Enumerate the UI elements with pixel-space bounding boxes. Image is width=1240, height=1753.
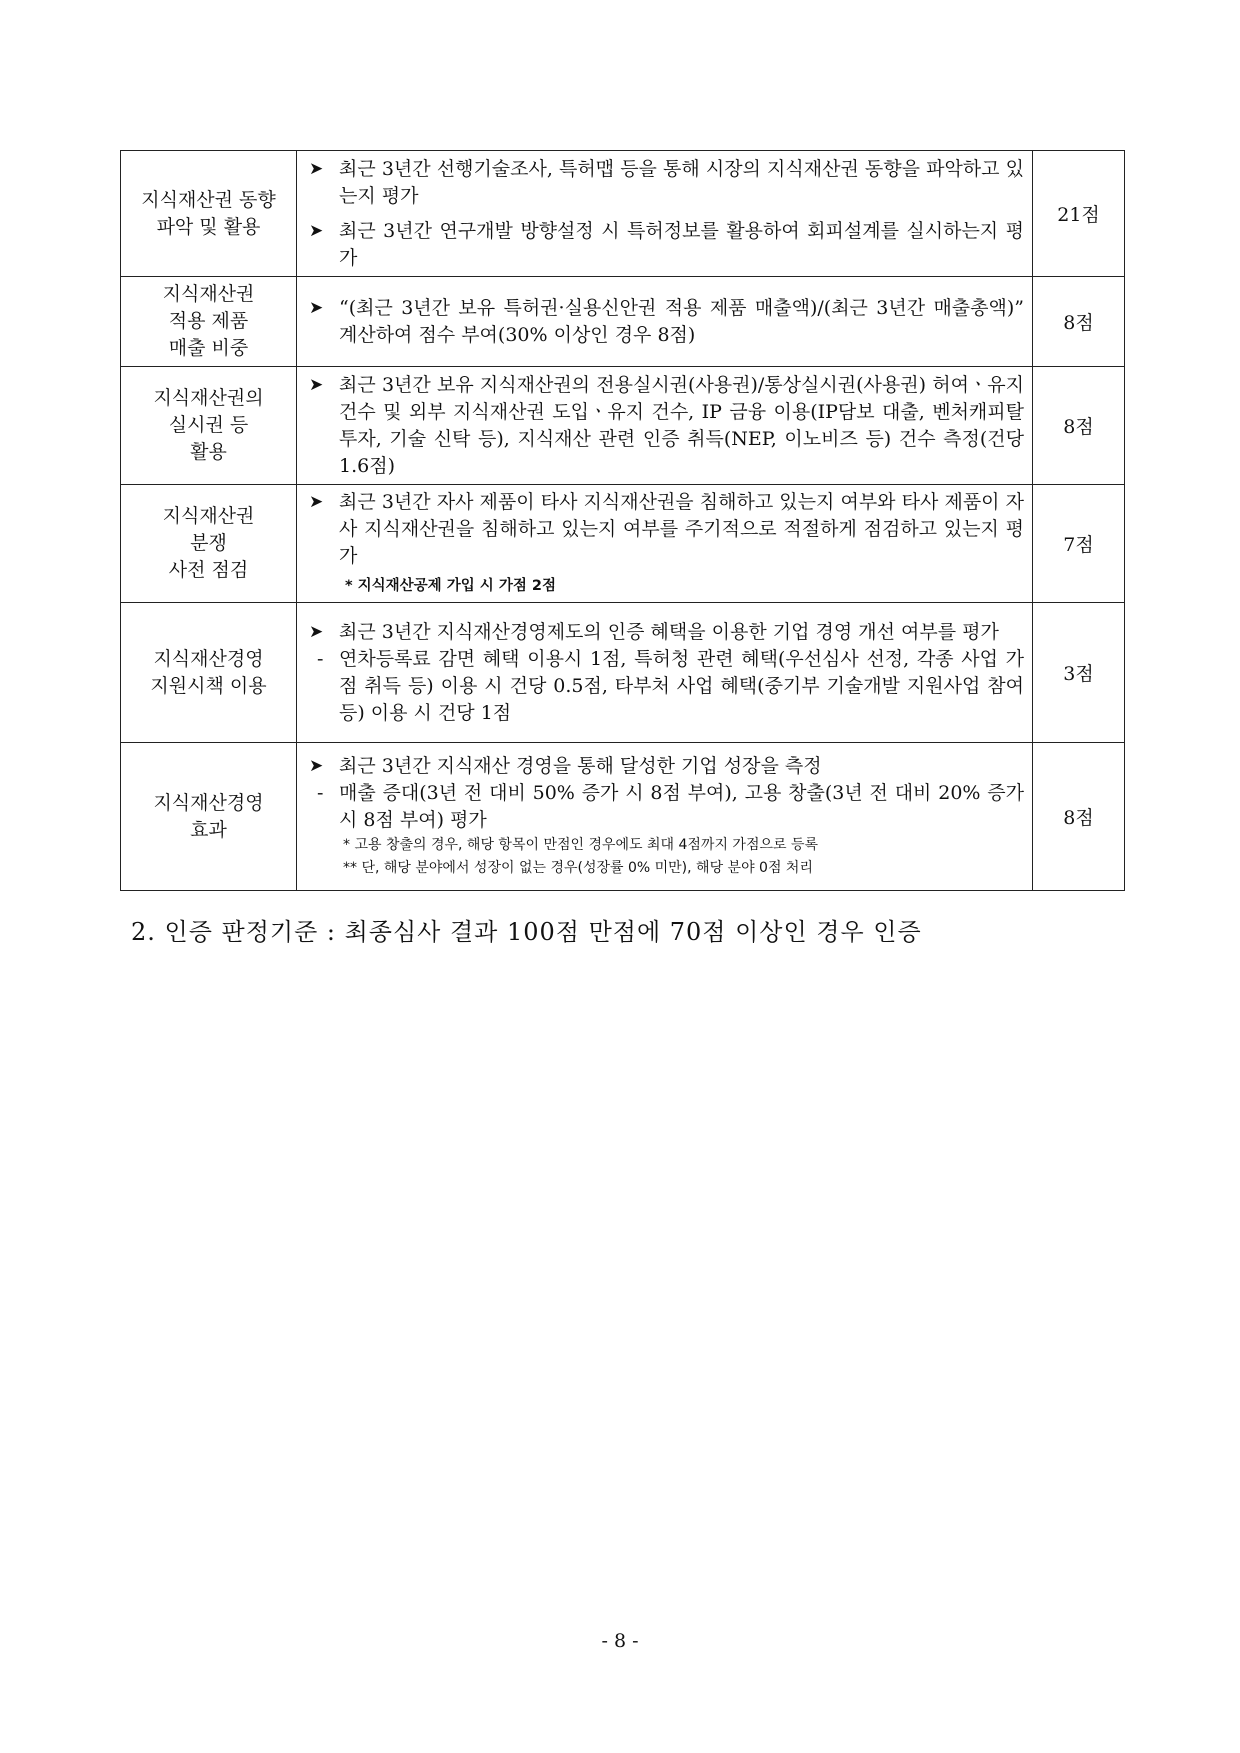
arrow-bullet-icon: ➤ (309, 374, 324, 395)
table-row (121, 743, 1125, 891)
page-number: - 8 - (601, 1630, 639, 1652)
category-line: 실시권 등 (168, 414, 249, 436)
category-line: 매출 비중 (168, 337, 249, 359)
category-line: 사전 점검 (168, 559, 249, 581)
footnote: ** 단, 해당 분야에서 성장이 없는 경우(성장률 0% 미만), 해당 분야 0점 처리 (343, 860, 813, 876)
arrow-bullet-icon: ➤ (309, 621, 324, 642)
category-line: 지원시책 이용 (150, 674, 267, 697)
description-cell (297, 485, 1033, 603)
description-cell (297, 151, 1033, 277)
category-cell (121, 151, 297, 277)
description-cell (297, 743, 1033, 891)
category-line: 분쟁 (190, 532, 227, 554)
score-cell: 3점 (1033, 603, 1125, 743)
category-cell (121, 367, 297, 485)
score-cell: 8점 (1033, 743, 1125, 891)
bullet-item: ➤ 최근 3년간 보유 지식재산권의 전용실시권(사용권)/통상실시권(사용권) 허여ㆍ유지 건수 및 외부 지식재산권 도입ㆍ유지 건수, IP 금융 이용(IP담보 대출, 벤처캐피탈 투자, 기술 신탁 등), 지식재산 관련 인증 취득(NEP, 이노비즈 등) 건수 측정(건당 1.6점) (309, 373, 1024, 477)
footnote: * 고용 창출의 경우, 해당 항목이 만점인 경우에도 최대 4점까지 가점으로 등록 (343, 837, 819, 853)
bonus-note: * 지식재산공제 가입 시 가점 2점 (345, 578, 556, 594)
score-cell: 8점 (1033, 367, 1125, 485)
dash-item: - 연차등록료 감면 혜택 이용시 1점, 특허청 관련 혜택(우선심사 선정, 각종 사업 가점 취득 등) 이용 시 건당 0.5점, 타부처 사업 혜택(중기부 기술개발 지원사업 참여 등) 이용 시 건당 1점 (317, 647, 1024, 724)
score-cell: 21점 (1033, 151, 1125, 277)
bullet-item: ➤ 최근 3년간 지식재산 경영을 통해 달성한 기업 성장을 측정 (307, 753, 1024, 780)
evaluation-table (120, 150, 1125, 891)
bullet-item: ➤ “(최근 3년간 보유 특허권·실용신안권 적용 제품 매출액)/(최근 3년간 매출총액)” 계산하여 점수 부여(30% 이상인 경우 8점) (309, 296, 1024, 346)
category-cell (121, 485, 297, 603)
category-cell (121, 277, 297, 367)
description-cell (297, 367, 1033, 485)
category-line: 파악 및 활용 (156, 215, 261, 238)
table-row (121, 277, 1125, 367)
dash-item: - 매출 증대(3년 전 대비 50% 증가 시 8점 부여), 고용 창출(3년 전 대비 20% 증가 시 8점 부여) 평가 (317, 782, 1024, 831)
arrow-bullet-icon: ➤ (309, 492, 324, 512)
category-line: 지식재산권 (162, 283, 255, 305)
table-row (121, 151, 1125, 277)
score-cell: 8점 (1033, 277, 1125, 367)
category-cell (121, 603, 297, 743)
description-cell (297, 603, 1033, 743)
category-line: 지식재산권 (162, 505, 255, 527)
score-cell: 7점 (1033, 485, 1125, 603)
bullet-item: ➤ 최근 3년간 자사 제품이 타사 지식재산권을 침해하고 있는지 여부와 타사 제품이 자사 지식재산권을 침해하고 있는지 여부를 주기적으로 적절하게 점검하고 있는지 평가 (309, 491, 1024, 567)
category-line: 지식재산경영 (153, 791, 264, 814)
category-cell (121, 743, 297, 891)
table-row (121, 603, 1125, 743)
description-cell (297, 277, 1033, 367)
arrow-bullet-icon: ➤ (309, 158, 324, 179)
table-row (121, 485, 1125, 603)
category-line: 효과 (190, 818, 227, 841)
arrow-bullet-icon: ➤ (309, 297, 324, 318)
table-row (121, 367, 1125, 485)
category-line: 지식재산권의 (153, 387, 264, 409)
certification-criterion: 2. 인증 판정기준 : 최종심사 결과 100점 만점에 70점 이상인 경우 인증 (131, 918, 922, 946)
bullet-item: ➤ 최근 3년간 지식재산경영제도의 인증 혜택을 이용한 기업 경영 개선 여부를 평가 (307, 619, 1024, 646)
arrow-bullet-icon: ➤ (309, 220, 324, 241)
category-line: 활용 (190, 441, 227, 463)
bullet-item: ➤ 최근 3년간 연구개발 방향설정 시 특허정보를 활용하여 회피설계를 실시하는지 평가 (309, 219, 1024, 269)
category-line: 적용 제품 (168, 310, 249, 332)
category-line: 지식재산권 동향 (141, 188, 276, 211)
bullet-item: ➤ 최근 3년간 선행기술조사, 특허맵 등을 통해 시장의 지식재산권 동향을 파악하고 있는지 평가 (309, 157, 1024, 207)
category-line: 지식재산경영 (153, 647, 264, 670)
arrow-bullet-icon: ➤ (309, 756, 324, 776)
